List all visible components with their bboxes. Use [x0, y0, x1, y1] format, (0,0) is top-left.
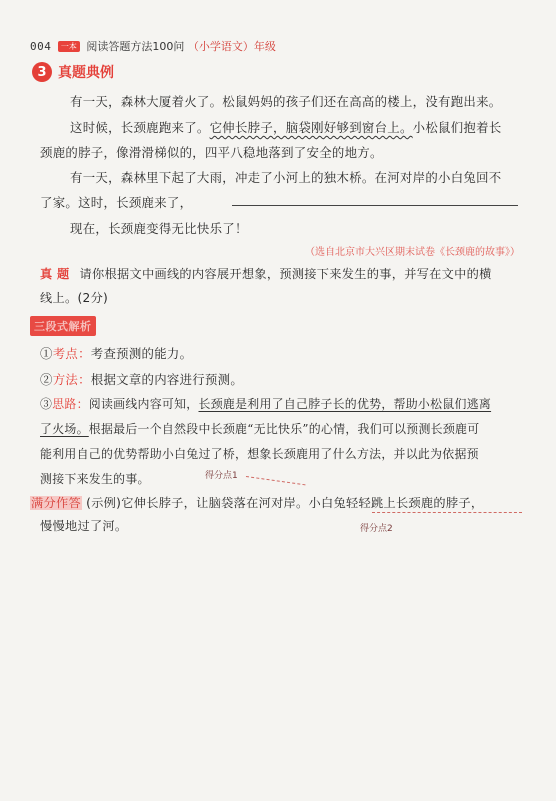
story-paragraph-3-line-2: 了家。这时，长颈鹿来了，	[40, 195, 193, 210]
item-label: 考点：	[52, 346, 91, 361]
book-tag: 一本	[58, 41, 80, 52]
book-title: 阅读答题方法100问	[86, 40, 185, 53]
underlined-reasoning: 长颈鹿是利用了自己脖子长的优势，帮助小松鼠们逃离	[198, 397, 492, 411]
section-title: 真题典例	[58, 65, 114, 81]
grade-label: （小学语文）年级	[187, 40, 276, 53]
underlined-reasoning: 了火场。	[40, 422, 89, 436]
running-header	[30, 38, 276, 54]
item-number: ①	[40, 346, 53, 361]
item-number: ③	[40, 397, 53, 411]
story-paragraph-1: 有一天，森林大厦着火了。松鼠妈妈的孩子们还在高高的楼上，没有跑出来。	[70, 94, 502, 109]
item-label: 思路：	[52, 397, 89, 411]
analysis-item-3-line-2	[40, 420, 479, 437]
analysis-item-2	[40, 370, 243, 388]
answer-line-2: 慢慢地过了河。	[40, 519, 128, 533]
question-text: 请你根据文中画线的内容展开想象，预测接下来发生的事，并写在文中的横	[79, 267, 492, 281]
score-point-2-label: 得分点2	[360, 524, 393, 534]
question-line-2: 线上。(2分)	[40, 291, 109, 305]
score-point-1-pointer	[246, 476, 306, 485]
answer-line-1	[30, 494, 483, 511]
item-number: ②	[40, 372, 53, 387]
answer-label: 满分作答	[31, 496, 81, 510]
story-p2-text: 这时候，长颈鹿跑来了。	[70, 120, 210, 135]
story-paragraph-3-line-1: 有一天，森林里下起了大雨，冲走了小河上的独木桥。在河对岸的小白兔回不	[70, 170, 502, 185]
question-line-1	[40, 265, 492, 282]
answer-text: (示例)它伸长脖子，让脑袋落在河对岸。小白兔轻轻跳上长颈鹿的脖子，	[86, 496, 484, 510]
answer-blank-line	[232, 205, 518, 206]
story-paragraph-2-line-2: 颈鹿的脖子，像滑滑梯似的，四平八稳地落到了安全的地方。	[40, 145, 383, 160]
item-label: 方法：	[52, 372, 91, 387]
analysis-item-3-line-4: 测接下来发生的事。	[40, 472, 150, 486]
section-number-badge: 3	[32, 62, 52, 82]
story-paragraph-4: 现在，长颈鹿变得无比快乐了！	[70, 221, 248, 236]
item-text: 根据最后一个自然段中长颈鹿“无比快乐”的心情，我们可以预测长颈鹿可	[88, 422, 480, 436]
score-point-1-label: 得分点1	[205, 471, 238, 481]
page-number: 004	[30, 40, 52, 53]
story-p2-text: 小松鼠们抱着长	[412, 120, 502, 135]
analysis-item-1	[40, 344, 192, 362]
analysis-badge: 三段式解析	[30, 316, 96, 336]
item-text: 考查预测的能力。	[90, 346, 193, 361]
story-paragraph-2-line-1	[70, 118, 502, 136]
analysis-item-3-line-1	[40, 395, 491, 412]
question-label: 真 题	[40, 267, 70, 281]
underlined-sentence: 它伸长脖子，脑袋刚好够到窗台上。	[209, 120, 413, 135]
item-text: 根据文章的内容进行预测。	[90, 372, 244, 387]
section-heading	[32, 62, 114, 82]
item-text: 阅读画线内容可知，	[88, 397, 199, 411]
source-citation: （选自北京市大兴区期末试卷《长颈鹿的故事》）	[305, 247, 520, 258]
analysis-item-3-line-3: 能利用自己的优势帮助小白兔过了桥，想象长颈鹿用了什么方法，并以此为依据预	[40, 447, 479, 461]
score-point-2-pointer	[372, 512, 522, 513]
